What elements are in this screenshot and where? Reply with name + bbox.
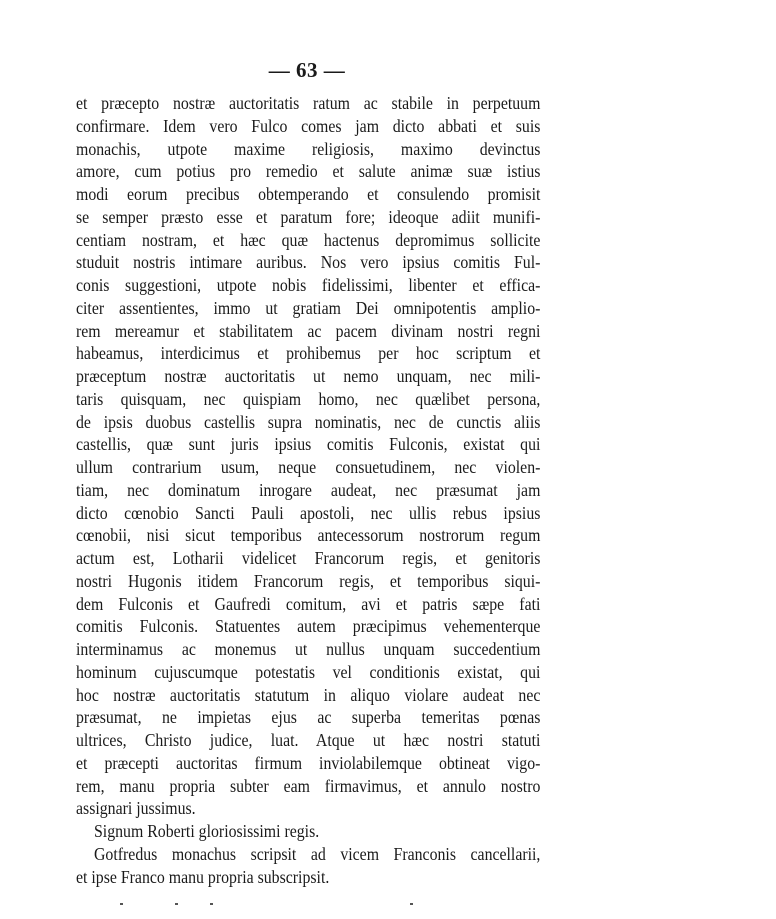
text-line: citer assentientes, immo ut gratiam Dei omnipotentis amplio- (76, 297, 541, 318)
text-line: hoc nostræ auctoritatis statutum in aliquo violare audeat nec (76, 684, 541, 705)
text-line: et præcepto nostræ auctoritatis ratum ac stabile in perpetuum (76, 93, 541, 113)
text-line: rem, manu propria subter eam firmavimus, et annulo nostro (76, 775, 541, 796)
text-line: assignari jussimus. (76, 798, 196, 819)
text-line: hominum cujuscumque potestatis vel conditionis existat, qui (76, 661, 541, 682)
text-line: actum est, Lotharii videlicet Francorum regis, et genitoris (76, 548, 541, 568)
text-line: modi eorum precibus obtemperando et consulendo promisit (76, 184, 541, 204)
paragraph (76, 820, 541, 843)
text-line: castellis, quæ sunt juris ipsius comitis Fulconis, existat qui (76, 434, 541, 455)
paragraph (76, 92, 541, 820)
text-line: centiam nostram, et hæc quæ hactenus depromimus sollicite (76, 229, 541, 250)
text-line: Signum Roberti gloriosissimi regis. (94, 821, 320, 841)
text-line: dem Fulconis et Gaufredi comitum, avi et patris sæpe fati (76, 593, 541, 614)
text-line: cœnobii, nisi sicut temporibus antecessorum nostrorum regum (76, 525, 541, 546)
text-line: dicto cœnobio Sancti Pauli apostoli, nec ullis rebus ipsius (76, 502, 541, 523)
text-line: rem mereamur et stabilitatem ac pacem divinam nostri regni (76, 320, 541, 341)
text-line: se semper præsto esse et paratum fore; ideoque adiit munifi- (76, 206, 541, 227)
text-line: et ipse Franco manu propria subscripsit. (76, 866, 330, 887)
text-line: ullum contrarium usum, neque consuetudinem, nec violen- (76, 457, 541, 477)
text-line: taris quisquam, nec quispiam homo, nec quælibet persona, (76, 388, 541, 409)
text-line: monachis, utpote maxime religiosis, maximo devinctus (76, 138, 541, 159)
text-line: et præcepti auctoritas firmum inviolabilemque obtineat vigo- (76, 752, 541, 773)
text-line: comitis Fulconis. Statuentes autem præcipimus vehementerque (76, 616, 541, 637)
text-line: habeamus, interdicimus et prohibemus per hoc scriptum et (76, 343, 541, 364)
text-line: præceptum nostræ auctoritatis ut nemo unquam, nec mili- (76, 366, 541, 386)
text-line: interminamus ac monemus ut nullus unquam succedentium (76, 639, 541, 659)
text-line: amore, cum potius pro remedio et salute animæ suæ istius (76, 161, 541, 182)
text-line: tiam, nec dominatum inrogare audeat, nec præsumat jam (76, 479, 541, 500)
body-text (76, 92, 541, 888)
text-line: confirmare. Idem vero Fulco comes jam dicto abbati et suis (76, 115, 541, 136)
text-line: nostri Hugonis itidem Francorum regis, et temporibus siqui- (76, 570, 541, 591)
page-number: — 63 — (268, 58, 346, 82)
text-line: Gotfredus monachus scripsit ad vicem Franconis cancellarii, (94, 843, 541, 864)
paragraph (76, 843, 541, 889)
text-line: præsumat, ne impietas ejus ac superba temeritas pœnas (76, 707, 541, 728)
text-line: conis suggestioni, utpote nobis fidelissimi, libenter et effica- (76, 275, 541, 295)
text-line: ultrices, Christo judice, luat. Atque ut hæc nostri statuti (76, 730, 541, 750)
page-bottom-marks (100, 903, 550, 913)
text-line: de ipsis duobus castellis supra nominatis, nec de cunctis aliis (76, 411, 541, 432)
text-line: studuit nostris intimare auribus. Nos vero ipsius comitis Ful- (76, 252, 541, 273)
